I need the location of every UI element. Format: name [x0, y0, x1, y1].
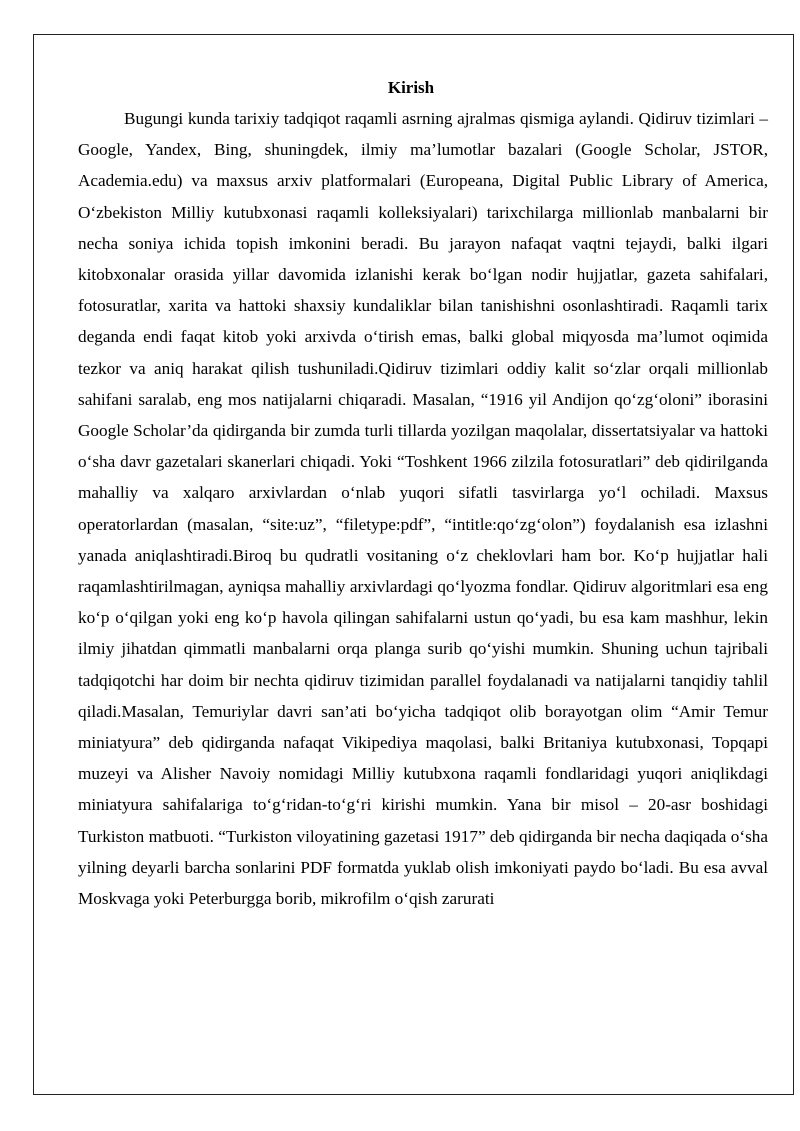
- body-paragraph: Bugungi kunda tarixiy tadqiqot raqamli asrning ajralmas qismiga aylandi. Qidiruv tizimlari – Google, Yandex, Bing, shuningdek, ilmiy ma’lumotlar bazalari (Google Scholar, JSTOR, Academia.edu) va maxsus arxiv platformalari (Europeana, Digital Public Library of America, O‘zbekiston Milliy kutubxonasi raqamli kolleksiyalari) tarixchilarga millionlab manbalarni bir necha soniya ichida topish imkonini beradi. Bu jarayon nafaqat vaqtni tejaydi, balki ilgari kitobxonalar orasida yillar davomida izlanishi kerak bo‘lgan nodir hujjatlar, gazeta sahifalari, fotosuratlar, xarita va hattoki shaxsiy kundaliklar bilan tanishishni osonlashtiradi. Raqamli tarix deganda endi faqat kitob yoki arxivda o‘tirish emas, balki global miqyosda ma’lumot oqimida tezkor va aniq harakat qilish tushuniladi.Qidiruv tizimlari oddiy kalit so‘zlar orqali millionlab sahifani saralab, eng mos natijalarni chiqaradi. Masalan, “1916 yil Andijon qo‘zg‘oloni” iborasini Google Scholar’da qidirganda bir zumda turli tillarda yozilgan maqolalar, dissertatsiyalar va hattoki o‘sha davr gazetalari skanerlari chiqadi. Yoki “Toshkent 1966 zilzila fotosuratlari” deb qidirilganda mahalliy va xalqaro arxivlardan o‘nlab yuqori sifatli tasvirlarga yo‘l ochiladi. Maxsus operatorlardan (masalan, “site:uz”, “filetype:pdf”, “intitle:qo‘zg‘olon”) foydalanish esa izlashni yanada aniqlashtiradi.Biroq bu qudratli vositaning o‘z cheklovlari ham bor. Ko‘p hujjatlar hali raqamlashtirilmagan, ayniqsa mahalliy arxivlardagi qo‘lyozma fondlar. Qidiruv algoritmlari esa eng ko‘p o‘qilgan yoki eng ko‘p havola qilingan sahifalarni ustun qo‘yadi, bu esa kam mashhur, lekin ilmiy jihatdan qimmatli manbalarni orqa planga surib qo‘yishi mumkin. Shuning uchun tajribali tadqiqotchi har doim bir nechta qidiruv tizimidan parallel foydalanadi va natijalarni tanqidiy tahlil qiladi.Masalan, Temuriylar davri san’ati bo‘yicha tadqiqot olib borayotgan olim “Amir Temur miniatyura” deb qidirganda nafaqat Vikipediya maqolasi, balki Britaniya kutubxonasi, Topqapi muzeyi va Alisher Navoiy nomidagi Milliy kutubxona raqamli fondlaridagi yuqori aniqlikdagi miniatyura sahifalariga to‘g‘ridan-to‘g‘ri kirishi mumkin. Yana bir misol – 20-asr boshidagi Turkiston matbuoti. “Turkiston viloyatining gazetasi 1917” deb qidirganda bir necha daqiqada o‘sha yilning deyarli barcha sonlarini PDF formatda yuklab olish imkoniyati paydo bo‘ladi. Bu esa avval Moskvaga yoki Peterburgga borib, mikrofilm o‘qish zarurati: [78, 109, 768, 909]
- page-title: Kirish: [387, 78, 435, 97]
